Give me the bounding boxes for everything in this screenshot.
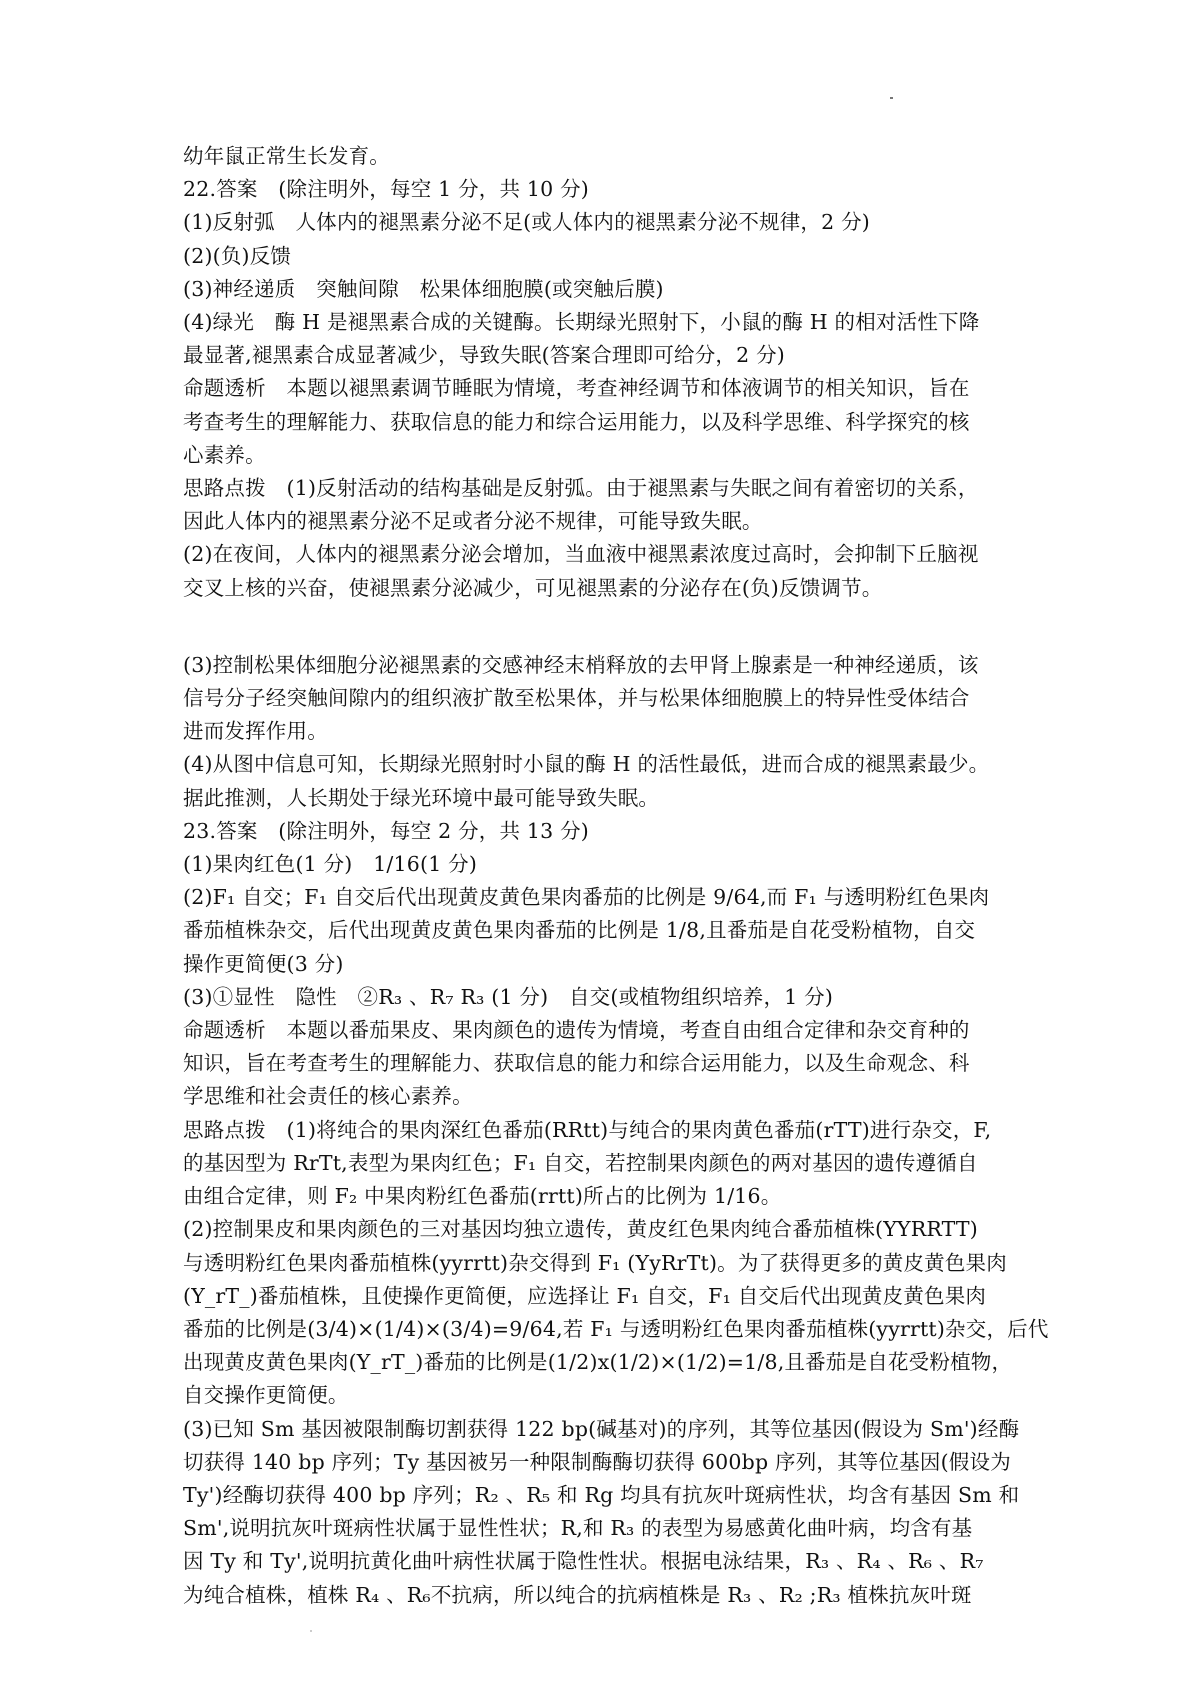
- text-line: 的基因型为 RrTt,表型为果肉红色；F₁ 自交，若控制果肉颜色的两对基因的遗传遵循自: [183, 1150, 978, 1175]
- text-block-before-gap: [183, 140, 1043, 605]
- text-line: (4)从图中信息可知，长期绿光照射时小鼠的酶 H 的活性最低，进而合成的褪黑素最少。: [183, 752, 990, 777]
- text-line: 学思维和社会责任的核心素养。: [183, 1084, 473, 1109]
- text-line: (3)神经递质 突触间隙 松果体细胞膜(或突触后膜): [183, 276, 664, 301]
- text-line: 由组合定律，则 F₂ 中果肉粉红色番茄(rrtt)所占的比例为 1/16。: [183, 1184, 782, 1209]
- text-line: 切获得 140 bp 序列；Ty 基因被另一种限制酶酶切获得 600bp 序列，其等位基因(假设为: [183, 1449, 1011, 1474]
- text-line: 番茄的比例是(3/4)×(1/4)×(3/4)=9/64,若 F₁ 与透明粉红色果肉番茄植株(yyrrtt)杂交，后代: [183, 1316, 1049, 1341]
- text-line: Sm',说明抗灰叶斑病性状属于显性性状；R,和 R₃ 的表型为易感黄化曲叶病，均含有基: [183, 1516, 973, 1541]
- text-line: 出现黄皮黄色果肉(Y_rT_)番茄的比例是(1/2)x(1/2)×(1/2)=1/8,且番茄是自花受粉植物，: [183, 1350, 1013, 1375]
- text-line: 因此人体内的褪黑素分泌不足或者分泌不规律，可能导致失眠。: [183, 509, 763, 534]
- scan-speck: [310, 1630, 312, 1632]
- text-line: 22.答案 (除注明外，每空 1 分，共 10 分): [183, 177, 589, 202]
- text-line: (1)反射弧 人体内的褪黑素分泌不足(或人体内的褪黑素分泌不规律，2 分): [183, 210, 870, 235]
- text-line: (3)已知 Sm 基因被限制酶切割获得 122 bp(碱基对)的序列，其等位基因(假设为 Sm')经酶: [183, 1416, 1020, 1441]
- text-line: (Y_rT_)番茄植株，且使操作更简便，应选择让 F₁ 自交，F₁ 自交后代出现黄皮黄色果肉: [183, 1283, 987, 1308]
- text-line: 心素养。: [183, 442, 266, 467]
- text-line: 思路点拨 (1)将纯合的果肉深红色番茄(RRtt)与纯合的果肉黄色番茄(rTT)进行杂交，F,: [183, 1117, 992, 1142]
- text-line: 据此推测，人长期处于绿光环境中最可能导致失眠。: [183, 785, 660, 810]
- text-line: (2)控制果皮和果肉颜色的三对基因均独立遗传，黄皮红色果肉纯合番茄植株(YYRRTT): [183, 1217, 978, 1242]
- scan-speck: [890, 97, 893, 99]
- text-line: 番茄植株杂交，后代出现黄皮黄色果肉番茄的比例是 1/8,且番茄是自花受粉植物，自交: [183, 918, 976, 943]
- text-line: 最显著,褪黑素合成显著减少，导致失眠(答案合理即可给分，2 分): [183, 343, 785, 368]
- answer-text-body: [183, 140, 1049, 1612]
- text-line: (3)①显性 隐性 ②R₃ 、R₇ R₃ (1 分) 自交(或植物组织培养，1 分): [183, 984, 834, 1009]
- text-line: 命题透析 本题以番茄果皮、果肉颜色的遗传为情境，考查自由组合定律和杂交育种的: [183, 1018, 970, 1043]
- text-line: (2)(负)反馈: [183, 243, 292, 268]
- text-line: Ty')经酶切获得 400 bp 序列；R₂ 、R₅ 和 Rg 均具有抗灰叶斑病性状，均含有基因 Sm 和: [183, 1482, 1020, 1507]
- text-line: 思路点拨 (1)反射活动的结构基础是反射弧。由于褪黑素与失眠之间有着密切的关系，: [183, 476, 979, 501]
- text-line: 交叉上核的兴奋，使褪黑素分泌减少，可见褪黑素的分泌存在(负)反馈调节。: [183, 575, 883, 600]
- text-line: 知识，旨在考查考生的理解能力、获取信息的能力和综合运用能力，以及生命观念、科: [183, 1051, 970, 1076]
- text-line: (1)果肉红色(1 分) 1/16(1 分): [183, 852, 478, 877]
- text-line: 幼年鼠正常生长发育。: [183, 144, 390, 168]
- text-line: 命题透析 本题以褪黑素调节睡眠为情境，考查神经调节和体液调节的相关知识，旨在: [183, 376, 970, 401]
- text-line: 因 Ty 和 Ty',说明抗黄化曲叶病性状属于隐性性状。根据电泳结果，R₃ 、R₄ 、R₆ 、R₇: [183, 1549, 984, 1574]
- text-line: 信号分子经突触间隙内的组织液扩散至松果体，并与松果体细胞膜上的特异性受体结合: [183, 686, 970, 711]
- text-line: 考查考生的理解能力、获取信息的能力和综合运用能力，以及科学思维、科学探究的核: [183, 409, 970, 434]
- paragraph-gap: [183, 605, 1043, 649]
- text-line: (4)绿光 酶 H 是褪黑素合成的关键酶。长期绿光照射下，小鼠的酶 H 的相对活性下降: [183, 310, 980, 335]
- text-line: (2)在夜间，人体内的褪黑素分泌会增加，当血液中褪黑素浓度过高时，会抑制下丘脑视: [183, 542, 979, 567]
- text-line: (3)控制松果体细胞分泌褪黑素的交感神经末梢释放的去甲肾上腺素是一种神经递质，该: [183, 652, 979, 677]
- text-block-after-gap: [183, 649, 1049, 1612]
- text-line: 进而发挥作用。: [183, 719, 328, 744]
- text-line: 为纯合植株，植株 R₄ 、R₆不抗病，所以纯合的抗病植株是 R₃ 、R₂ ;R₃ 植株抗灰叶斑: [183, 1582, 972, 1607]
- text-line: 操作更简便(3 分): [183, 951, 344, 976]
- text-line: 与透明粉红色果肉番茄植株(yyrrtt)杂交得到 F₁ (YyRrTt)。为了获得更多的黄皮黄色果肉: [183, 1250, 1007, 1275]
- text-line: 23.答案 (除注明外，每空 2 分，共 13 分): [183, 818, 589, 843]
- text-line: (2)F₁ 自交；F₁ 自交后代出现黄皮黄色果肉番茄的比例是 9/64,而 F₁ 与透明粉红色果肉: [183, 885, 990, 910]
- text-line: 自交操作更简便。: [183, 1383, 349, 1408]
